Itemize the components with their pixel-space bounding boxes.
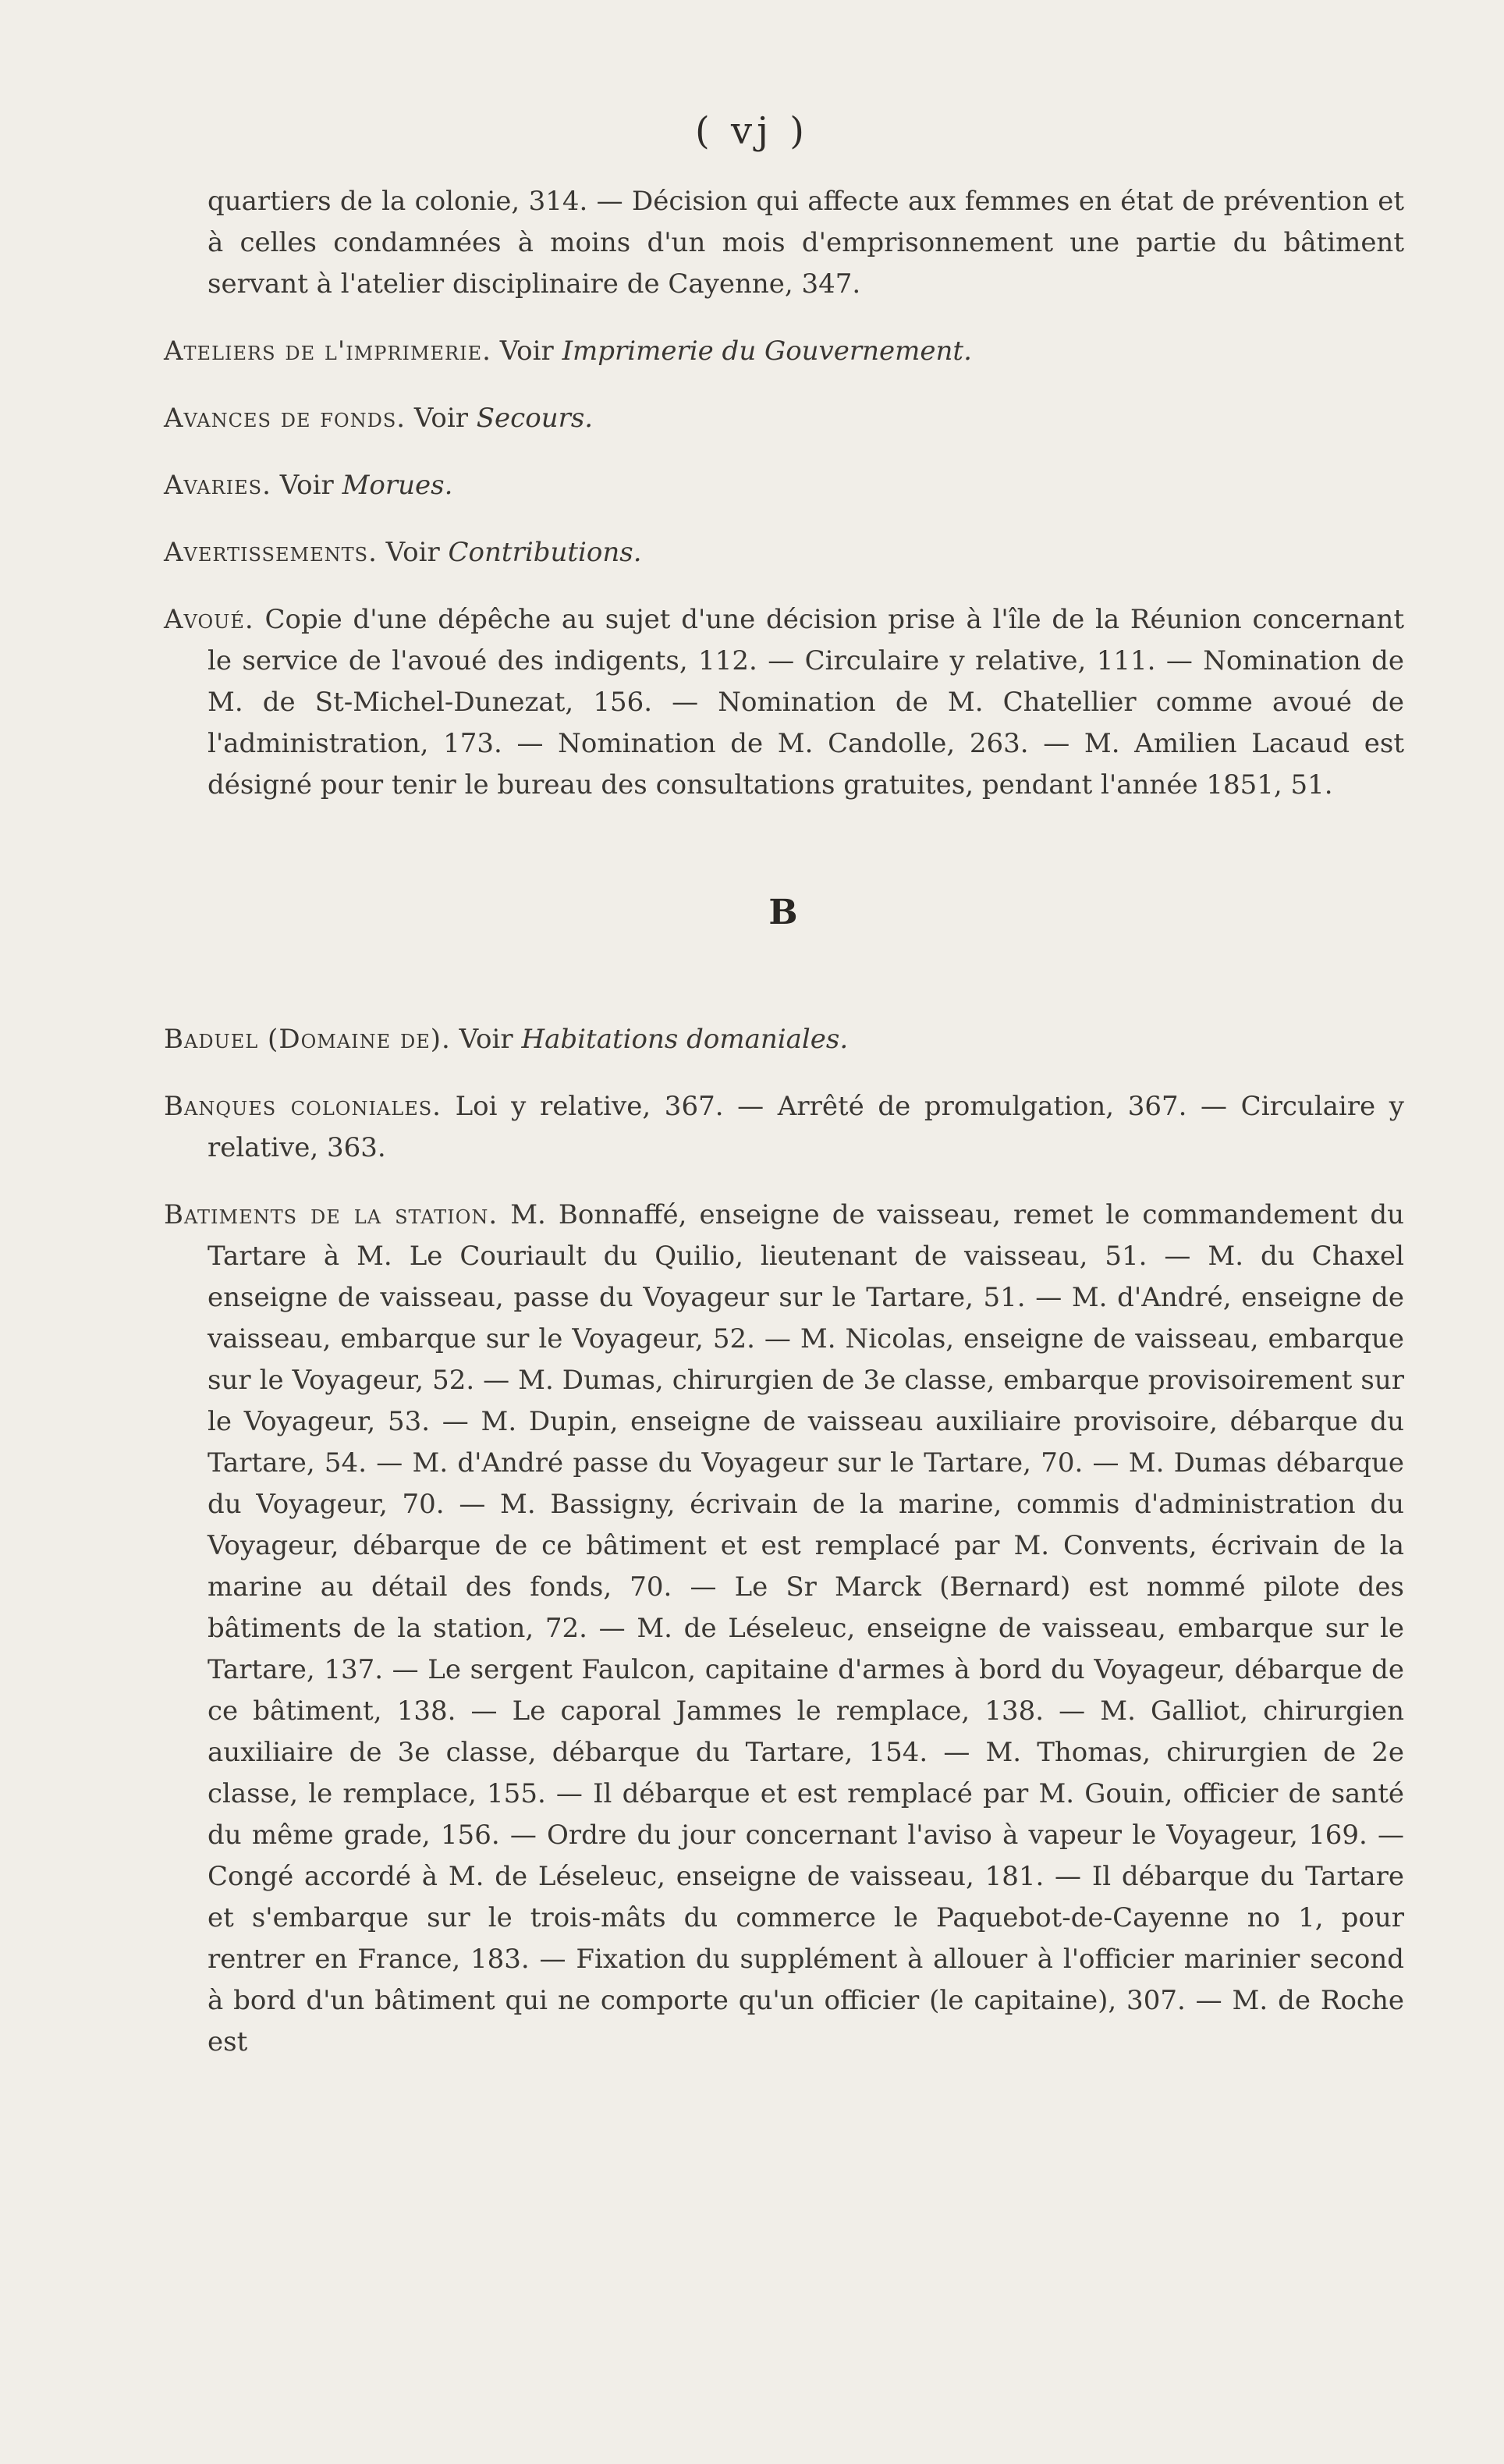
entry-heading: Batiments de la station. (164, 1199, 498, 1230)
entry-heading: Avances de fonds. (164, 403, 406, 434)
entry-avaries (164, 465, 1404, 506)
entry-body: Voir (406, 403, 477, 434)
entry-avertissements (164, 532, 1404, 573)
entry-see-reference: Morues. (342, 470, 453, 501)
entry-body: Copie d'une dépêche au sujet d'une décision prise à l'île de la Réunion concernant le service de l'avoué des indigents, 112. — Circulaire y relative, 111. — Nomination de M. de St-Michel-Dunezat, 156. — Nomination de M. Chatellier comme avoué de l'administration, 173. — Nomination de M. Candolle, 263. — M. Amilien Lacaud est désigné pour tenir le bureau des consultations gratuites, pendant l'année 1851, 51. (208, 604, 1404, 801)
page-text (164, 181, 1404, 2063)
entry-heading: Banques coloniales. (164, 1091, 442, 1122)
section-letter-b: B (768, 893, 800, 932)
entry-body: Voir (377, 537, 449, 568)
entry-body: M. Bonnaffé, enseigne de vaisseau, remet le commandement du Tartare à M. Le Couriault du Quilio, lieutenant de vaisseau, 51. — M. du Chaxel enseigne de vaisseau, passe du Voyageur sur le Tartare, 51. — M. d'André, enseigne de vaisseau, embarque sur le Voyageur, 52. — M. Nicolas, enseigne de vaisseau, embarque sur le Voyageur, 52. — M. Dumas, chirurgien de 3e classe, embarque provisoirement sur le Voyageur, 53. — M. Dupin, enseigne de vaisseau auxiliaire provisoire, débarque du Tartare, 54. — M. d'André passe du Voyageur sur le Tartare, 70. — M. Dumas débarque du Voyageur, 70. — M. Bassigny, écrivain de la marine, commis d'administration du Voyageur, débarque de ce bâtiment et est remplacé par M. Convents, écrivain de la marine au détail des fonds, 70. — Le Sr Marck (Bernard) est nommé pilote des bâtiments de la station, 72. — M. de Léseleuc, enseigne de vaisseau, embarque sur le Tartare, 137. — Le sergent Faulcon, capitaine d'armes à bord du Voyageur, débarque de ce bâtiment, 138. — Le caporal Jammes le remplace, 138. — M. Galliot, chirurgien auxiliaire de 3e classe, débarque du Tartare, 154. — M. Thomas, chirurgien de 2e classe, le remplace, 155. — Il débarque et est remplacé par M. Gouin, officier de santé du même grade, 156. — Ordre du jour concernant l'aviso à vapeur le Voyageur, 169. — Congé accordé à M. de Léseleuc, enseigne de vaisseau, 181. — Il débarque du Tartare et s'embarque sur le trois-mâts du commerce le Paquebot-de-Cayenne no 1, pour rentrer en France, 183. — Fixation du supplément à allouer à l'officier marinier second à bord d'un bâtiment qui ne comporte qu'un officier (le capitaine), 307. — M. de Roche est (208, 1199, 1404, 2057)
entry-avoue (164, 599, 1404, 806)
entry-heading: Avaries. (164, 470, 271, 501)
entry-batiments (164, 1195, 1404, 2063)
entry-banques (164, 1086, 1404, 1169)
entry-body: Voir (450, 1024, 522, 1055)
entry-avances (164, 398, 1404, 439)
entry-body: Loi y relative, 367. — Arrêté de promulgation, 367. — Circulaire y relative, 363. (208, 1091, 1404, 1163)
entry-body: Voir (271, 470, 342, 501)
entry-heading: Ateliers de l'imprimerie. (164, 336, 491, 367)
entry-heading: Baduel (Domaine de). (164, 1024, 451, 1055)
entry-ateliers (164, 331, 1404, 372)
entry-baduel (164, 1019, 1404, 1060)
entry-see-reference: Contributions. (448, 537, 642, 568)
continuation-paragraph: quartiers de la colonie, 314. — Décision qui affecte aux femmes en état de prévention et à celles condamnées à moins d'un mois d'emprisonnement une partie du bâtiment servant à l'atelier disciplinaire de Cayenne, 347. (208, 186, 1404, 300)
entry-heading: Avertissements. (164, 537, 378, 568)
entry-see-reference: Secours. (476, 403, 594, 434)
entry-see-reference: Habitations domaniales. (521, 1024, 849, 1055)
entry-body: Voir (491, 336, 562, 367)
page-folio: ( vj ) (695, 109, 809, 153)
entry-heading: Avoué. (164, 604, 254, 635)
entry-see-reference: Imprimerie du Gouvernement. (562, 336, 972, 367)
